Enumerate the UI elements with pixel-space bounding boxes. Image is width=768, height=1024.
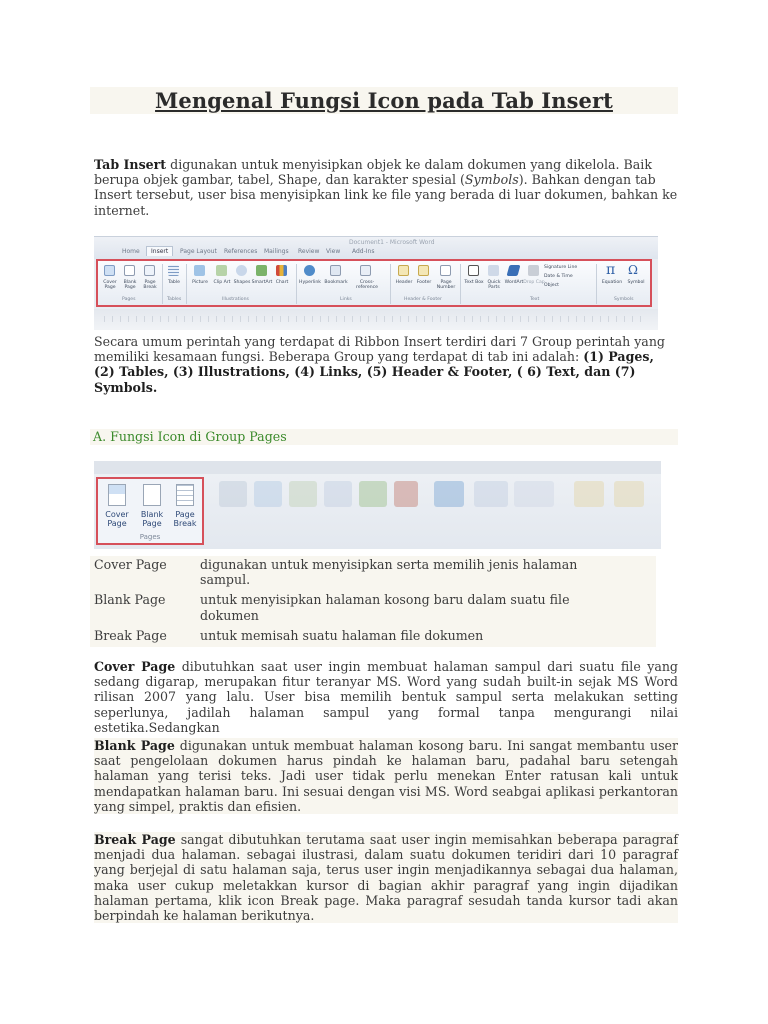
- blank-page-term: Blank Page: [94, 738, 175, 753]
- pages-group-label: Pages: [139, 533, 161, 541]
- ribbon-item-cover-page: Cover Page: [103, 280, 117, 291]
- break-page-paragraph: [94, 832, 678, 923]
- intro-paragraph: [94, 157, 678, 218]
- intro-text-1: digunakan untuk menyisipkan objek ke dalam dokumen yang dikelola. Baik berupa objek gambar, tabel, Shape, dan karakter spesial (: [94, 157, 652, 188]
- ribbon-item-signature-line: Signature Line: [544, 265, 578, 270]
- blurred-icon: [219, 481, 247, 507]
- ribbon-group-pages: Pages: [122, 297, 136, 302]
- ribbon-ruler-area: [94, 309, 658, 330]
- ribbon-item-object: Object: [544, 283, 559, 288]
- blurred-icon: [614, 481, 644, 507]
- header-icon: [398, 265, 409, 276]
- intro-text-2: ). Bahkan dengan tab Insert tersebut, user bisa menyisipkan link ke file yang berada di luar dokumen, bahkan ke: [94, 172, 678, 203]
- intro-bold-term: Tab Insert: [94, 157, 167, 172]
- cover-page-button-label: Cover Page: [105, 510, 129, 528]
- table-icon: [168, 265, 179, 276]
- blurred-icon: [474, 481, 508, 507]
- quick-parts-icon: [488, 265, 499, 276]
- ribbon-tab-page-layout: Page Layout: [180, 248, 217, 255]
- ribbon-item-header: Header: [395, 280, 413, 285]
- definition-description: untuk menyisipkan halaman kosong baru dalam suatu file dokumen: [200, 592, 570, 623]
- pages-group-highlight: [96, 477, 204, 545]
- table-row: [90, 556, 656, 591]
- ribbon-item-cross-reference: Cross-reference: [356, 280, 378, 291]
- page-number-icon: [440, 265, 451, 276]
- intro-italic-term: Symbols: [464, 172, 519, 188]
- ribbon-group-header-footer: Header & Footer: [404, 297, 442, 302]
- blank-page-button-label: Blank Page: [140, 510, 164, 528]
- blank-page-text: digunakan untuk membuat halaman kosong baru. Ini sangat membantu user saat pengelolaan dokumen harus pindah ke halaman baru, padahal baru setengah halaman yang terisi teks. Jadi user tidak perlu menekan Enter ratusan kali untuk mendapatkan halaman baru. Ini sesuai dengan visi MS. Word seabgai aplikasi perkantoran yang simpel, praktis dan efisien.: [94, 738, 679, 814]
- section-heading-a: A. Fungsi Icon di Group Pages: [90, 429, 678, 445]
- ribbon-group-tables: Tables: [167, 297, 182, 302]
- summary-paragraph: [94, 334, 678, 395]
- ribbon-item-text-box: Text Box: [464, 280, 484, 285]
- cover-page-text: dibutuhkan saat user ingin membuat halaman sampul dari suatu file yang sedang digarap, merupakan fitur teranyar MS. Word yang sudah built-in sejak MS Word rilisan 2007 yang lalu. User bisa memilih bentuk sampul serta melakukan setting seperlunya, jadilah halaman sampul yang formal tanpa mengurangi nilai estetika.Sedangkan: [94, 659, 678, 735]
- ribbon-command-area: [96, 259, 652, 307]
- table-row: [90, 627, 656, 647]
- intro-text-3: internet.: [94, 202, 150, 218]
- page-break-icon: [144, 265, 155, 276]
- blurred-icon: [394, 481, 418, 507]
- definitions-table: [90, 556, 656, 647]
- ribbon-group-symbols: Symbols: [614, 297, 634, 302]
- text-box-icon: [468, 265, 479, 276]
- ribbon-item-wordart: WordArt: [504, 280, 524, 285]
- ribbon-tab-view: View: [326, 248, 341, 255]
- blank-page-icon: [124, 265, 135, 276]
- ribbon-item-blank-page: Blank Page: [123, 280, 137, 291]
- ribbon-item-page-number: Page Number: [436, 280, 456, 291]
- ribbon-item-equation: Equation: [601, 280, 623, 285]
- ribbon-item-picture: Picture: [192, 280, 208, 285]
- break-page-term: Break Page: [94, 832, 176, 847]
- ribbon-group-text: Text: [530, 297, 540, 302]
- ribbon-group-illustrations: Illustrations: [222, 297, 249, 302]
- ribbon-item-smartart: SmartArt: [251, 280, 273, 285]
- ribbon-tab-insert: Insert: [146, 246, 173, 256]
- cover-page-term: Cover Page: [94, 659, 176, 674]
- blurred-icon: [359, 481, 387, 507]
- ribbon-tab-strip: [94, 237, 658, 259]
- ribbon-item-table: Table: [168, 280, 180, 285]
- blurred-icon: [254, 481, 282, 507]
- drop-cap-icon: [528, 265, 539, 276]
- ribbon-item-date-time: Date & Time: [544, 274, 573, 279]
- insert-ribbon-screenshot: [94, 236, 658, 330]
- cover-page-icon: [108, 484, 126, 506]
- definition-description: digunakan untuk menyisipkan serta memilih jenis halaman sampul.: [200, 557, 578, 588]
- footer-icon: [418, 265, 429, 276]
- ribbon-separator: [390, 264, 391, 304]
- blurred-icon: [574, 481, 604, 507]
- chart-icon: [276, 265, 287, 276]
- ribbon-tab-add-ins: Add-Ins: [352, 248, 375, 255]
- blurred-tab-strip: [94, 461, 661, 474]
- equation-icon: π: [606, 262, 616, 278]
- ribbon-item-chart: Chart: [275, 280, 289, 285]
- ribbon-tab-mailings: Mailings: [264, 248, 289, 255]
- blurred-icon: [434, 481, 464, 507]
- blurred-icon: [324, 481, 352, 507]
- cross-reference-icon: [360, 265, 371, 276]
- blank-page-icon: [143, 484, 161, 506]
- blurred-icon: [289, 481, 317, 507]
- ribbon-item-clip-art: Clip Art: [213, 280, 231, 285]
- ribbon-separator: [596, 264, 597, 304]
- symbol-icon: Ω: [628, 263, 638, 277]
- pages-group-screenshot: [94, 461, 661, 549]
- clip-art-icon: [216, 265, 227, 276]
- ribbon-item-quick-parts: Quick Parts: [487, 280, 501, 291]
- ribbon-tab-home: Home: [122, 248, 140, 255]
- ribbon-window-title: Document1 - Microsoft Word: [349, 239, 435, 246]
- ribbon-item-footer: Footer: [416, 280, 432, 285]
- ribbon-item-shapes: Shapes: [233, 280, 251, 285]
- wordart-icon: [507, 265, 521, 276]
- ribbon-separator: [296, 264, 297, 304]
- summary-text: Secara umum perintah yang terdapat di Ribbon Insert terdiri dari 7 Group perintah yang memiliki kesamaan fungsi. Beberapa Group yang terdapat di tab ini adalah:: [94, 334, 665, 365]
- ribbon-item-drop-cap: Drop Cap: [523, 280, 545, 285]
- table-row: [90, 591, 656, 626]
- definition-term: Cover Page: [94, 557, 167, 572]
- ribbon-item-symbol: Symbol: [627, 280, 645, 285]
- bookmark-icon: [330, 265, 341, 276]
- definition-term: Break Page: [94, 627, 167, 643]
- hyperlink-icon: [304, 265, 315, 276]
- ribbon-item-hyperlink: Hyperlink: [299, 280, 321, 285]
- definition-term: Blank Page: [94, 592, 166, 608]
- break-page-text: sangat dibutuhkan terutama saat user ingin memisahkan beberapa paragraf menjadi dua halaman. sebagai ilustrasi, dalam suatu dokumen teridiri dari 10 paragraf yang berjejal di satu halaman saja, terus user ingin menjadikannya sebagai dua halaman, maka user cukup meletakkan kursor di bagian akhir paragraf yang ingin dijadikan halaman pertama, klik icon Break page. Maka paragraf sesudah tanda kursor tadi akan berpindah ke halaman berikutnya.: [94, 832, 678, 924]
- definition-description: untuk memisah suatu halaman file dokumen: [200, 627, 484, 643]
- shapes-icon: [236, 265, 247, 276]
- picture-icon: [194, 265, 205, 276]
- smartart-icon: [256, 265, 267, 276]
- cover-page-icon: [104, 265, 115, 276]
- ribbon-separator: [186, 264, 187, 304]
- ribbon-tab-references: References: [224, 248, 258, 255]
- ribbon-separator: [460, 264, 461, 304]
- ribbon-item-bookmark: Bookmark: [324, 280, 348, 285]
- page-break-button-label: Page Break: [173, 510, 197, 528]
- ribbon-item-page-break: Page Break: [143, 280, 157, 291]
- ruler: [104, 316, 644, 322]
- summary-groups-list: (1) Pages, (2) Tables, (3) Illustrations, (4) Links, (5) Header & Footer, ( 6) Text, dan (7) Symbols.: [94, 349, 654, 395]
- cover-page-paragraph: [94, 659, 678, 735]
- ribbon-tab-review: Review: [298, 248, 320, 255]
- ribbon-group-links: Links: [340, 297, 352, 302]
- blank-page-paragraph: [94, 738, 678, 814]
- blurred-icon: [514, 481, 554, 507]
- page-break-icon: [176, 484, 194, 506]
- page-title: Mengenal Fungsi Icon pada Tab Insert: [155, 88, 613, 113]
